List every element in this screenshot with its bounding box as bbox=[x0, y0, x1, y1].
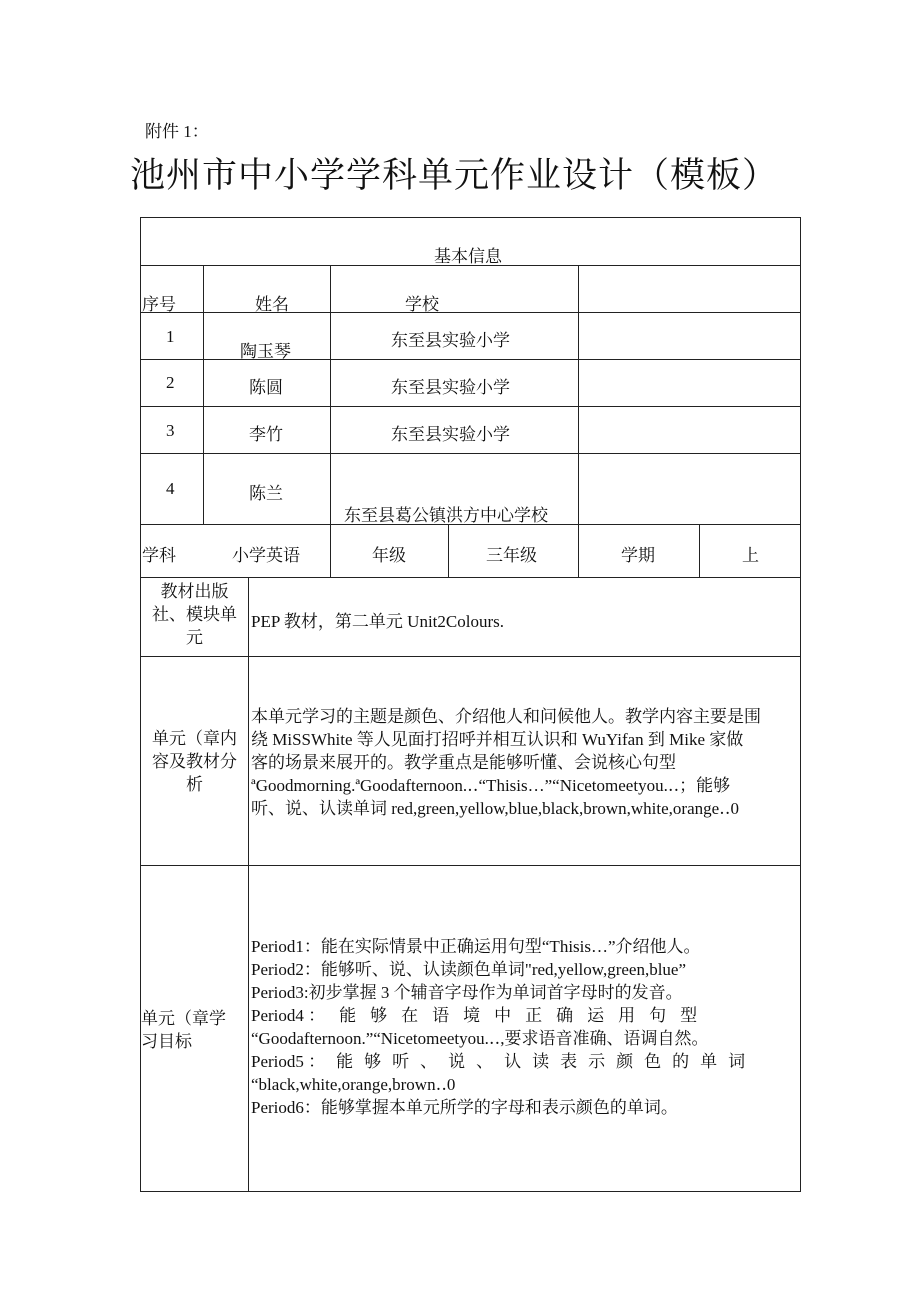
column-header-school: 学校 bbox=[405, 295, 439, 314]
grade-label: 年级 bbox=[372, 546, 406, 565]
objective-period4 bbox=[251, 1004, 799, 1027]
member-school: 东至县实验小学 bbox=[391, 425, 510, 444]
label-line: 习目标 bbox=[141, 1032, 192, 1051]
member-index: 1 bbox=[166, 327, 175, 346]
column-header-index: 序号 bbox=[142, 295, 176, 314]
subject-value: 小学英语 bbox=[232, 546, 300, 565]
objectives-label bbox=[141, 1007, 241, 1053]
member-school: 东至县实验小学 bbox=[391, 331, 510, 350]
label-line: 容及教材分 bbox=[152, 752, 237, 771]
table-border-right bbox=[800, 217, 801, 1192]
objective-period5-title: Period5 bbox=[251, 1052, 304, 1071]
attachment-label: 附件 1： bbox=[145, 122, 209, 141]
table-border-bottom bbox=[140, 1191, 801, 1192]
objective-period5-text: ：能够听、说、认读表示颜色的单词 bbox=[308, 1052, 757, 1071]
analysis-line: 绕 MiSSWhite 等人见面打招呼并相互认识和 WuYifan 到 Mike 家做 bbox=[251, 730, 744, 749]
label-line: 社、模块单 bbox=[152, 605, 237, 624]
member-name: 陈圆 bbox=[249, 378, 283, 397]
table-rule bbox=[203, 265, 204, 524]
analysis-line: 听、说、认读单词 red,green,yellow,blue,black,brown,white,orange‥0 bbox=[251, 799, 740, 818]
label-line: 教材出版 bbox=[160, 582, 229, 601]
label-line: 单元（章内 bbox=[152, 729, 237, 748]
table-rule bbox=[140, 312, 801, 313]
label-line: 单元（章学 bbox=[141, 1009, 226, 1028]
member-name: 李竹 bbox=[249, 425, 283, 444]
textbook-value: PEP 教材，第二单元 Unit2Colours. bbox=[251, 612, 504, 631]
member-index: 4 bbox=[166, 479, 175, 498]
term-label: 学期 bbox=[621, 546, 655, 565]
objective-period3: Period3:初步掌握 3 个辅音字母作为单词首字母时的发音。 bbox=[251, 983, 683, 1002]
objective-period4-text: ：能够在语境中正确运用句型 bbox=[308, 1006, 712, 1025]
table-rule bbox=[140, 865, 801, 866]
subject-label: 学科 bbox=[142, 546, 176, 565]
objective-period4-title: Period4 bbox=[251, 1006, 304, 1025]
textbook-label bbox=[141, 580, 248, 649]
table-border-top bbox=[140, 217, 801, 218]
grade-value: 三年级 bbox=[486, 546, 537, 565]
member-school: 东至县实验小学 bbox=[391, 378, 510, 397]
section-header: 基本信息 bbox=[434, 247, 502, 266]
table-rule bbox=[140, 656, 801, 657]
analysis-line: 客的场景来展开的。教学重点是能够听懂、会说核心句型 bbox=[251, 753, 676, 772]
table-rule bbox=[140, 577, 801, 578]
analysis-line: 本单元学习的主题是颜色、介绍他人和问候他人。教学内容主要是围 bbox=[251, 707, 761, 726]
table-rule bbox=[330, 265, 331, 577]
member-name: 陈兰 bbox=[249, 484, 283, 503]
column-header-name: 姓名 bbox=[255, 295, 289, 314]
objective-period6: Period6：能够掌握本单元所学的字母和表示颜色的单词。 bbox=[251, 1098, 678, 1117]
objective-period5-continued: “black,white,orange,brown‥0 bbox=[251, 1075, 456, 1094]
objectives-text bbox=[251, 935, 799, 1119]
table-rule bbox=[578, 265, 579, 577]
objective-period2: Period2：能够听、说、认读颜色单词"red,yellow,green,blue” bbox=[251, 960, 687, 979]
term-value: 上 bbox=[742, 546, 759, 565]
page-title: 池州市中小学学科单元作业设计（模板） bbox=[130, 156, 779, 196]
label-line: 元 bbox=[186, 628, 203, 647]
analysis-line: ªGoodmorning.ªGoodafternoon.‥“Thisis…”“Nicetomeetyou.‥；能够 bbox=[251, 776, 731, 795]
objective-period4-continued: “Goodafternoon.”“Nicetomeetyou.‥,要求语音准确、语调自然。 bbox=[251, 1029, 709, 1048]
table-rule bbox=[248, 577, 249, 1192]
member-name: 陶玉琴 bbox=[240, 342, 291, 361]
table-rule bbox=[140, 453, 801, 454]
member-index: 3 bbox=[166, 421, 175, 440]
label-line: 析 bbox=[186, 775, 203, 794]
objective-period5 bbox=[251, 1050, 799, 1073]
member-school: 东至县葛公镇洪方中心学校 bbox=[344, 506, 548, 525]
table-rule bbox=[699, 524, 700, 577]
table-rule bbox=[448, 524, 449, 577]
member-index: 2 bbox=[166, 373, 175, 392]
objective-period1: Period1：能在实际情景中正确运用句型“Thisis…”介绍他人。 bbox=[251, 937, 701, 956]
analysis-text bbox=[251, 705, 799, 820]
analysis-label bbox=[141, 727, 248, 796]
table-rule bbox=[140, 406, 801, 407]
